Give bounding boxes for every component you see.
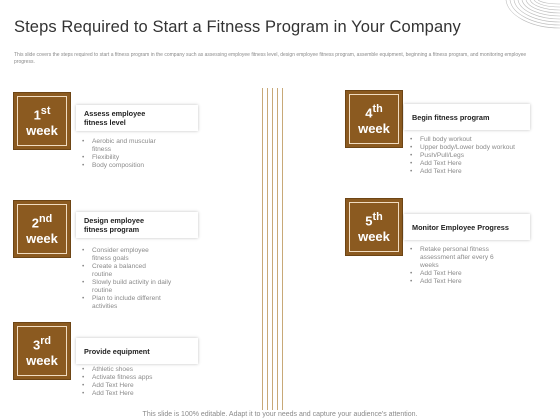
list-item: • Push/Pull/Legs bbox=[410, 152, 520, 160]
page-title: Steps Required to Start a Fitness Program in Your Company bbox=[14, 18, 461, 36]
list-item: • Aerobic and muscular fitness bbox=[82, 138, 172, 154]
step-bullets bbox=[410, 136, 520, 176]
list-item: • Add Text Here bbox=[82, 390, 192, 398]
step-title: Design employee fitness program bbox=[76, 212, 198, 238]
step-badge bbox=[13, 200, 71, 258]
step-number: 5th bbox=[365, 211, 383, 229]
list-item: • Upper body/Lower body workout bbox=[410, 144, 515, 152]
list-item: • Activate fitness apps bbox=[82, 374, 192, 382]
step-week-label: week bbox=[26, 122, 58, 138]
list-item: • Add Text Here bbox=[410, 168, 520, 176]
list-item: • Add Text Here bbox=[82, 382, 192, 390]
list-item: • Flexibility bbox=[82, 154, 182, 162]
page-subtitle: This slide covers the steps required to start a fitness program in the company such as assessing employee fitness level, design employee fitness program, assemble equipment, beginning a fitness program, and monitoring employee progress. bbox=[14, 52, 527, 65]
list-item: • Slowly build activity in daily routine bbox=[82, 279, 172, 295]
step-bullets bbox=[410, 246, 520, 286]
list-item: • Add Text Here bbox=[410, 270, 520, 278]
list-item: • Plan to include different activities bbox=[82, 295, 176, 311]
step-week-label: week bbox=[26, 352, 58, 368]
step-badge bbox=[345, 198, 403, 256]
step-week-label: week bbox=[26, 230, 58, 246]
step-title: Assess employee fitness level bbox=[76, 105, 198, 131]
step-title: Monitor Employee Progress bbox=[404, 214, 530, 240]
corner-decoration bbox=[500, 0, 560, 30]
list-item: • Create a balanced routine bbox=[82, 263, 164, 279]
step-badge bbox=[13, 322, 71, 380]
list-item: • Athletic shoes bbox=[82, 366, 192, 374]
center-divider-lines bbox=[262, 88, 290, 410]
step-number: 3rd bbox=[32, 335, 52, 353]
step-week-label: week bbox=[358, 120, 390, 136]
list-item: • Add Text Here bbox=[410, 278, 520, 286]
step-title: Begin fitness program bbox=[404, 104, 530, 130]
list-item: • Add Text Here bbox=[410, 160, 520, 168]
step-badge bbox=[345, 90, 403, 148]
step-week-label: week bbox=[358, 228, 390, 244]
step-bullets bbox=[82, 138, 182, 170]
step-number: 4th bbox=[365, 103, 383, 121]
step-badge bbox=[13, 92, 71, 150]
list-item: • Retake personal fitness assessment after every 6 weeks bbox=[410, 246, 508, 270]
list-item: • Consider employee fitness goals bbox=[82, 247, 164, 263]
step-number: 2nd bbox=[31, 213, 53, 231]
step-bullets bbox=[82, 247, 182, 311]
step-bullets bbox=[82, 366, 192, 398]
list-item: • Full body workout bbox=[410, 136, 520, 144]
footer-note: This slide is 100% editable. Adapt it to your needs and capture your audience's attention. bbox=[142, 411, 418, 418]
step-number: 1st bbox=[33, 105, 51, 123]
step-title: Provide equipment bbox=[76, 338, 198, 364]
list-item: • Body composition bbox=[82, 162, 182, 170]
